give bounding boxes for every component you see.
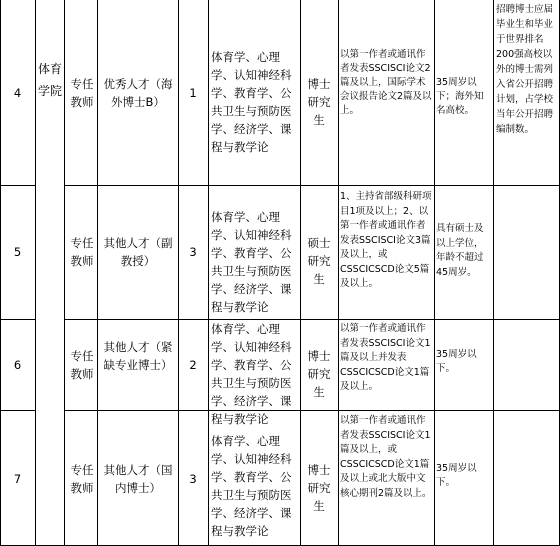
column-divider — [208, 0, 209, 546]
row-number: 6 — [13, 358, 22, 372]
row-number: 5 — [13, 245, 22, 259]
notes: 招聘博士应届毕业生和毕业于世界排名200强高校以外的博士需列入省公开招聘计划，占学校当年公开招聘编制数。 — [496, 4, 554, 135]
research-requirement: 1、主持省部级科研项目1项及以上；2、以第一作者或通讯作者发表SSCISCI论文3篇及以上，或CSSCICSCD论文5篇及以上。 — [340, 191, 432, 289]
hire-count: 1 — [189, 86, 197, 100]
talent-category: 其他人才（副教授） — [103, 236, 173, 268]
talent-category: 优秀人才（海外博士B） — [103, 77, 173, 109]
column-divider — [300, 0, 301, 546]
talent-category: 其他人才（紧缺专业博士） — [103, 340, 173, 372]
table-border — [0, 0, 1, 546]
column-divider — [493, 0, 494, 546]
other-requirements: 35周岁以下；海外知名高校。 — [436, 77, 484, 116]
other-requirements: 35周岁以下。 — [436, 349, 477, 374]
row-number: 7 — [13, 472, 22, 486]
position-type: 专任教师 — [70, 236, 94, 268]
degree-requirement: 博士研究生 — [307, 349, 331, 399]
research-requirement: 以第一作者或通讯作者发表SSCISCI论文1篇及以上并发表CSSCICSCD论文1篇及以上。 — [340, 323, 431, 392]
column-divider — [434, 0, 435, 546]
row-divider — [64, 185, 560, 186]
hire-count: 3 — [189, 472, 197, 486]
talent-category: 其他人才（国内博士） — [103, 463, 173, 495]
major-list: 体育学、心理学、认知神经科学、教育学、公共卫生与预防医学、经济学、课程与教学论 — [211, 210, 292, 314]
position-type: 专任教师 — [70, 463, 94, 495]
major-list: 体育学、心理学、认知神经科学、教育学、公共卫生与预防医学、经济学、课程与教学论 — [211, 322, 292, 426]
row-divider — [0, 185, 35, 186]
research-requirement: 以第一作者或通讯作者发表SSCISCI论文2篇及以上，国际学术会议报告论文2篇及以上。 — [340, 49, 432, 116]
other-requirements: 具有硕士及以上学位，年龄不超过45周岁。 — [436, 223, 484, 278]
degree-requirement: 博士研究生 — [307, 77, 331, 127]
research-requirement: 以第一作者或通讯作者发表SSCISCI论文1篇及以上，或CSSCICSCD论文1篇及以上或北大版中文核心期刊2篇及以上。 — [340, 415, 432, 499]
column-divider — [338, 0, 339, 546]
degree-requirement: 博士研究生 — [307, 463, 331, 513]
position-type: 专任教师 — [70, 349, 94, 381]
other-requirements: 35周岁以下。 — [436, 463, 477, 488]
major-list: 体育学、心理学、认知神经科学、教育学、公共卫生与预防医学、经济学、课程与教学论 — [211, 434, 292, 538]
row-divider — [64, 319, 560, 320]
hire-count: 3 — [189, 245, 197, 259]
row-divider — [0, 410, 35, 411]
column-divider — [64, 0, 65, 546]
row-number: 4 — [13, 86, 22, 100]
hire-count: 2 — [189, 358, 197, 372]
column-divider — [97, 0, 98, 546]
college-name: 体育学院 — [38, 62, 63, 98]
row-divider — [0, 319, 35, 320]
position-type: 专任教师 — [70, 77, 94, 109]
major-list: 体育学、心理学、认知神经科学、教育学、公共卫生与预防医学、经济学、课程与教学论 — [211, 50, 292, 154]
row-divider — [64, 410, 560, 411]
column-divider — [35, 0, 36, 546]
degree-requirement: 硕士研究生 — [307, 236, 331, 286]
column-divider — [178, 0, 179, 546]
